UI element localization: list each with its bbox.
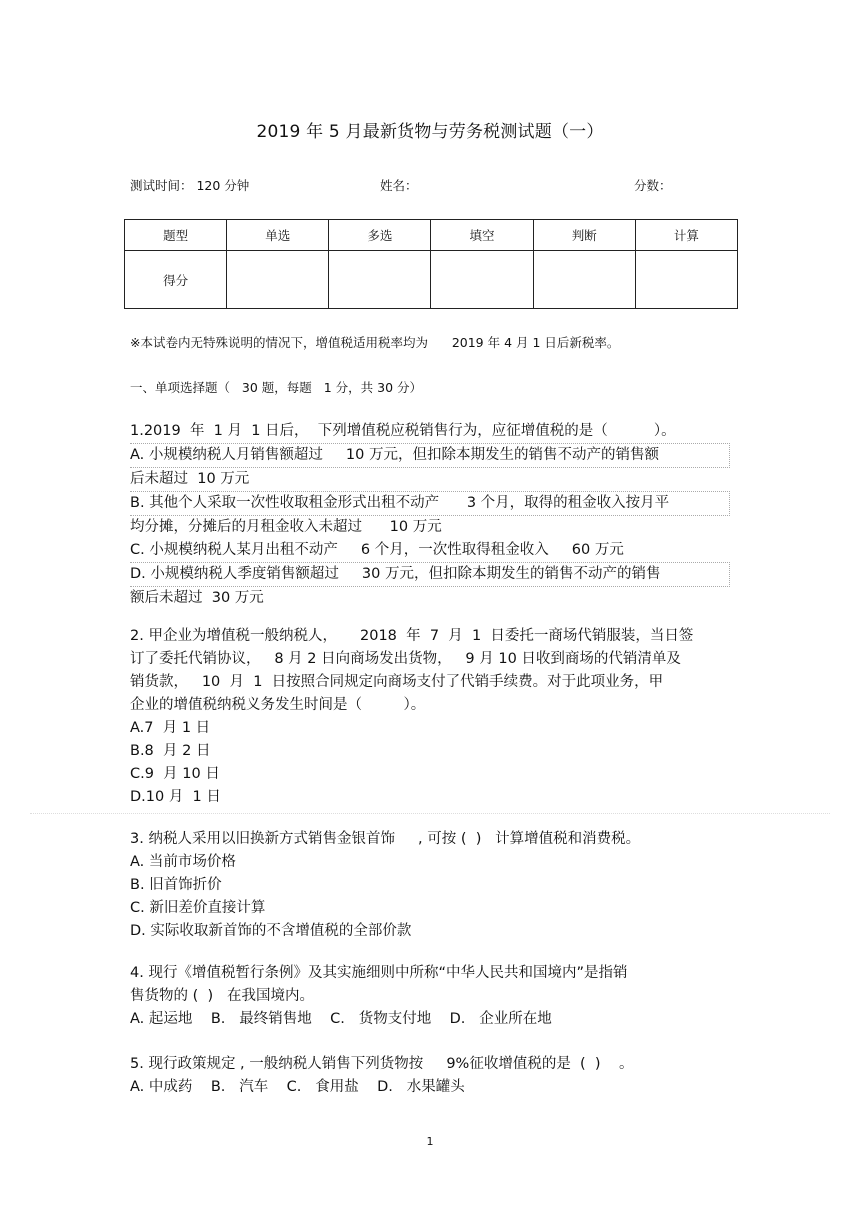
- options-line: A. 起运地 B. 最终销售地 C. 货物支付地 D. 企业所在地: [130, 1011, 552, 1027]
- test-time-label: 测试时间： 120 分钟: [130, 178, 250, 193]
- question-stem: 3. 纳税人采用以旧换新方式销售金银首饰 , 可按 ( ) 计算增值税和消费税。: [130, 831, 641, 847]
- score-cell[interactable]: [431, 251, 533, 309]
- question-stem: 4. 现行《增值税暂行条例》及其实施细则中所称“中华人民共和国境内”是指销: [130, 965, 628, 981]
- options-line: A. 中成药 B. 汽车 C. 食用盐 D. 水果罐头: [130, 1079, 465, 1095]
- score-label: 分数：: [634, 178, 672, 193]
- header-cell-type: 题型: [125, 220, 227, 251]
- question-stem: 订了委托代销协议， 8 月 2 日向商场发出货物， 9 月 10 日收到商场的代销清单及: [130, 651, 681, 667]
- page-number: 1: [426, 1135, 434, 1148]
- option-c: C.9 月 10 日: [130, 766, 220, 782]
- name-label: 姓名：: [380, 178, 418, 193]
- option-a: A. 当前市场价格: [130, 854, 236, 870]
- option-a: A.7 月 1 日: [130, 720, 211, 736]
- option-d: D.10 月 1 日: [130, 789, 221, 805]
- tax-rate-note: ※本试卷内无特殊说明的情况下，增值税适用税率均为 2019 年 4 月 1 日后新税率。: [130, 335, 620, 350]
- question-4: [130, 962, 730, 1031]
- header-cell-judge: 判断: [533, 220, 635, 251]
- score-cell[interactable]: [329, 251, 431, 309]
- score-table-header-row: [125, 220, 738, 251]
- option-d-cont: 额后未超过 30 万元: [130, 590, 264, 606]
- option-b: B. 旧首饰折价: [130, 877, 222, 893]
- question-stem: 1.2019 年 1 月 1 日后， 下列增值税应税销售行为，应征增值税的是（ ）。: [130, 423, 676, 439]
- question-stem: 2. 甲企业为增值税一般纳税人， 2018 年 7 月 1 日委托一商场代销服装，当日签: [130, 628, 694, 644]
- question-stem: 销货款， 10 月 1 日按照合同规定向商场支付了代销手续费。对于此项业务，甲: [130, 674, 664, 690]
- header-cell-multi: 多选: [329, 220, 431, 251]
- page-divider: [30, 813, 830, 814]
- option-a-cont: 后未超过 10 万元: [130, 471, 250, 487]
- page-title: 2019 年 5 月最新货物与劳务税测试题（一）: [256, 122, 604, 142]
- score-cell[interactable]: [227, 251, 329, 309]
- option-d: D. 小规模纳税人季度销售额超过 30 万元，但扣除本期发生的销售不动产的销售: [130, 562, 730, 587]
- score-row-label: 得分: [125, 251, 227, 309]
- question-stem: 售货物的 ( ) 在我国境内。: [130, 988, 314, 1004]
- question-stem: 企业的增值税纳税义务发生时间是（ ）。: [130, 697, 426, 713]
- option-a: A. 小规模纳税人月销售额超过 10 万元，但扣除本期发生的销售不动产的销售额: [130, 443, 730, 468]
- option-c: C. 新旧差价直接计算: [130, 900, 266, 916]
- score-table: [124, 219, 738, 309]
- score-cell[interactable]: [635, 251, 737, 309]
- header-cell-fill: 填空: [431, 220, 533, 251]
- question-5: [130, 1053, 730, 1099]
- question-2: [130, 625, 730, 809]
- question-3: [130, 828, 730, 943]
- question-stem: 5. 现行政策规定 , 一般纳税人销售下列货物按 9%征收增值税的是 ( ) 。: [130, 1056, 634, 1072]
- question-1: [130, 420, 730, 610]
- score-table-score-row: [125, 251, 738, 309]
- section-heading: 一、单项选择题（ 30 题，每题 1 分，共 30 分）: [130, 380, 422, 395]
- option-b-cont: 均分摊，分摊后的月租金收入未超过 10 万元: [130, 519, 442, 535]
- option-c: C. 小规模纳税人某月出租不动产 6 个月，一次性取得租金收入 60 万元: [130, 542, 624, 558]
- header-cell-single: 单选: [227, 220, 329, 251]
- option-b: B. 其他个人采取一次性收取租金形式出租不动产 3 个月，取得的租金收入按月平: [130, 491, 730, 516]
- header-cell-calc: 计算: [635, 220, 737, 251]
- option-b: B.8 月 2 日: [130, 743, 211, 759]
- score-cell[interactable]: [533, 251, 635, 309]
- option-d: D. 实际收取新首饰的不含增值税的全部价款: [130, 923, 412, 939]
